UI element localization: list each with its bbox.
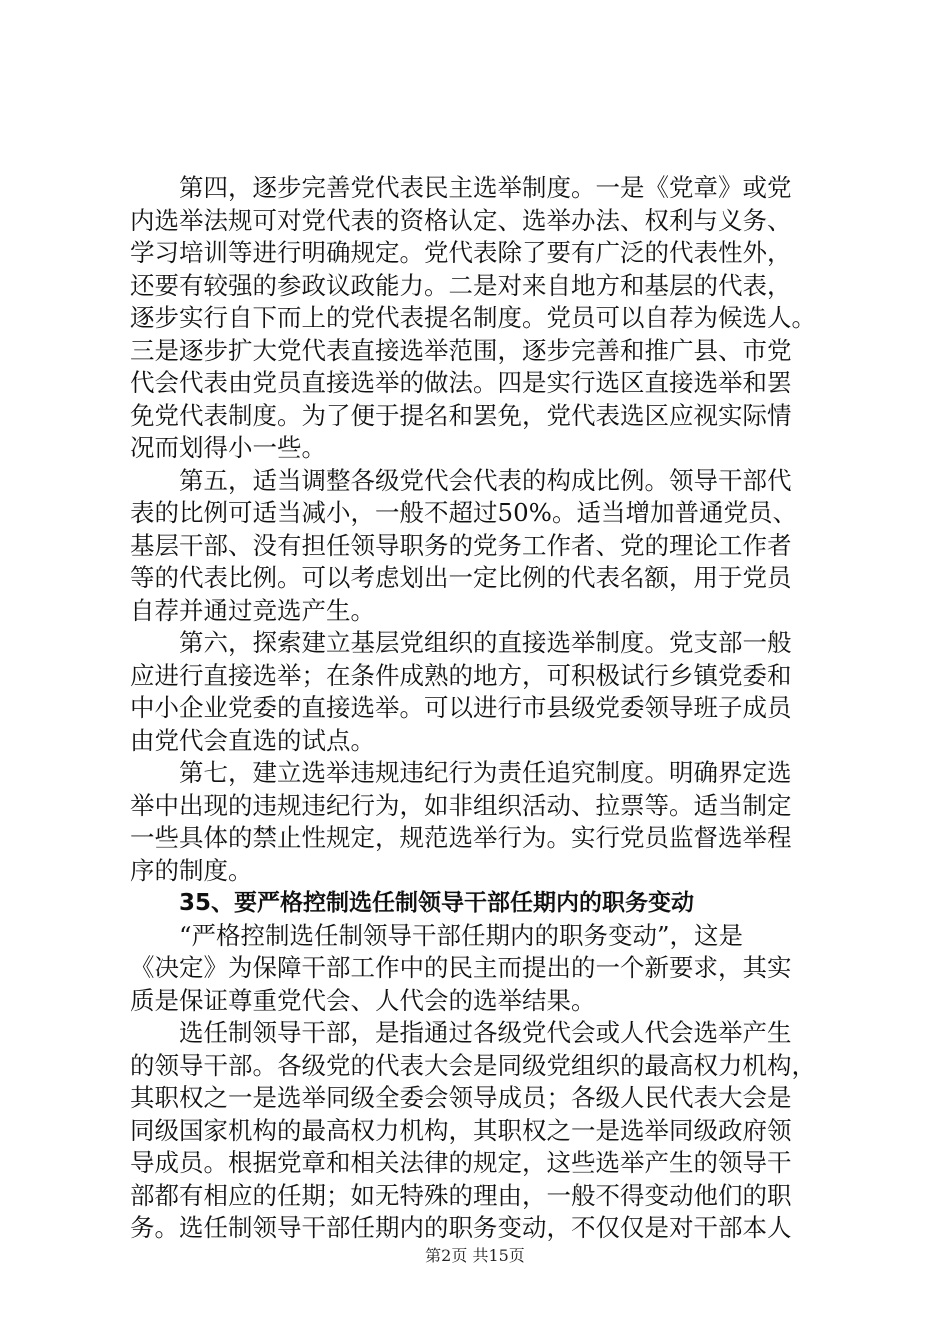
paragraph-line: 部都有相应的任期；如无特殊的理由，一般不得变动他们的职 <box>130 1180 792 1210</box>
paragraph-line: 选任制领导干部，是指通过各级党代会或人代会选举产生 <box>179 1018 792 1047</box>
paragraph-line: 况而划得小一些。 <box>130 433 326 462</box>
paragraph-line: “严格控制选任制领导干部任期内的职务变动”，这是 <box>179 920 744 950</box>
paragraph-line: 内选举法规可对党代表的资格认定、选举办法、权利与义务、 <box>130 205 792 235</box>
paragraph-line: 同级国家机构的最高权力机构，其职权之一是选举同级政府领 <box>130 1115 792 1145</box>
paragraph-line: 逐步实行自下而上的党代表提名制度。党员可以自荐为候选人。 <box>130 303 816 332</box>
paragraph-line: 务。选任制领导干部任期内的职务变动，不仅仅是对干部本人 <box>130 1213 792 1242</box>
paragraph-line: 由党代会直选的试点。 <box>130 725 375 755</box>
paragraph-line: 免党代表制度。为了便于提名和罢免，党代表选区应视实际情 <box>130 400 792 430</box>
paragraph-line: 《决定》为保障干部工作中的民主而提出的一个新要求，其实 <box>130 953 792 982</box>
paragraph-line: 第七，建立选举违规违纪行为责任追究制度。明确界定选 <box>179 758 792 787</box>
document-body <box>130 172 845 1245</box>
section-heading: 35、要严格控制选任制领导干部任期内的职务变动 <box>179 890 695 916</box>
paragraph-line: 应进行直接选举；在条件成熟的地方，可积极试行乡镇党委和 <box>130 660 792 690</box>
paragraph-line: 中小企业党委的直接选举。可以进行市县级党委领导班子成员 <box>130 693 792 722</box>
paragraph-line: 三是逐步扩大党代表直接选举范围，逐步完善和推广县、市党 <box>130 335 792 365</box>
paragraph-line: 表的比例可适当减小，一般不超过50%。适当增加普通党员、 <box>130 498 797 527</box>
page-number-footer: 第2页 共15页 <box>425 1246 525 1265</box>
paragraph-line: 学习培训等进行明确规定。党代表除了要有广泛的代表性外， <box>130 238 792 267</box>
paragraph-line: 一些具体的禁止性规定，规范选举行为。实行党员监督选举程 <box>130 823 792 852</box>
paragraph-line: 第六，探索建立基层党组织的直接选举制度。党支部一般 <box>179 628 792 657</box>
paragraph-line: 举中出现的违规违纪行为，如非组织活动、拉票等。适当制定 <box>130 790 792 820</box>
paragraph-line: 等的代表比例。可以考虑划出一定比例的代表名额，用于党员 <box>130 563 792 592</box>
paragraph-line: 自荐并通过竞选产生。 <box>130 595 375 625</box>
paragraph-line: 代会代表由党员直接选举的做法。四是实行选区直接选举和罢 <box>130 368 792 397</box>
paragraph-line: 导成员。根据党章和相关法律的规定，这些选举产生的领导干 <box>130 1148 792 1177</box>
paragraph-line: 基层干部、没有担任领导职务的党务工作者、党的理论工作者 <box>130 530 792 560</box>
paragraph-line: 还要有较强的参政议政能力。二是对来自地方和基层的代表， <box>130 270 792 300</box>
paragraph-line: 的领导干部。各级党的代表大会是同级党组织的最高权力机构， <box>130 1050 816 1080</box>
paragraph-line: 质是保证尊重党代会、人代会的选举结果。 <box>130 985 596 1015</box>
paragraph-line: 其职权之一是选举同级全委会领导成员；各级人民代表大会是 <box>130 1083 792 1112</box>
paragraph-line: 第四，逐步完善党代表民主选举制度。一是《党章》或党 <box>179 173 792 202</box>
paragraph-line: 第五，适当调整各级党代会代表的构成比例。领导干部代 <box>179 465 792 495</box>
paragraph-line: 序的制度。 <box>130 855 253 885</box>
